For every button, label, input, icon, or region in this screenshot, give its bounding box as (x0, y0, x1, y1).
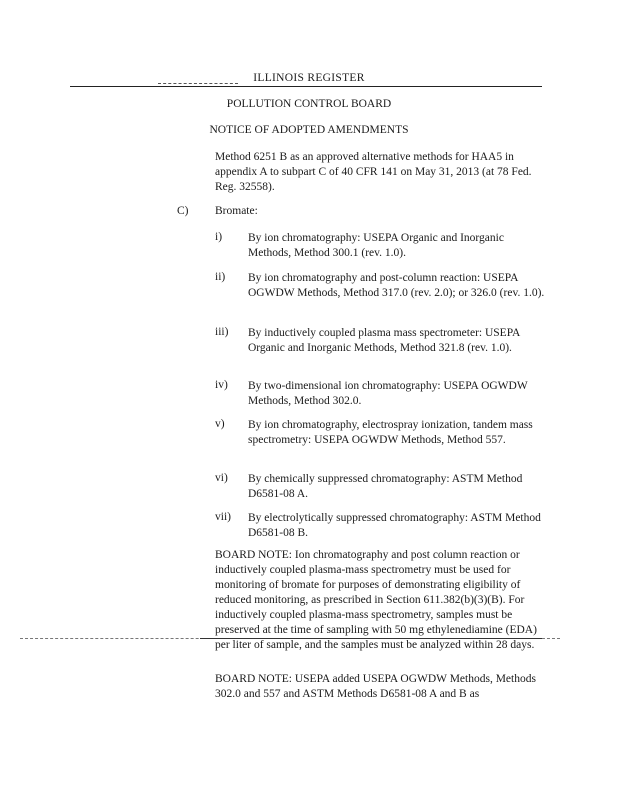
item-text: By electrolytically suppressed chromatography: ASTM Method D6581-08 B. (248, 512, 541, 539)
item-text: By inductively coupled plasma mass spectrometer: USEPA Organic and Inorganic Methods, Method 321.8 (rev. 1.0). (248, 327, 520, 354)
strikethrough-line (200, 638, 542, 639)
section-title: Bromate: (215, 205, 258, 217)
board-title: POLLUTION CONTROL BOARD (226, 98, 392, 110)
item-number: vii) (215, 511, 231, 523)
item-number: iv) (215, 379, 228, 391)
item-number: iii) (215, 326, 229, 338)
item-text: By chemically suppressed chromatography: ASTM Method D6581-08 A. (248, 473, 523, 500)
item-number: ii) (215, 271, 226, 283)
item-number: i) (215, 231, 223, 243)
item-text: By ion chromatography: USEPA Organic and Inorganic Methods, Method 300.1 (rev. 1.0). (248, 232, 504, 259)
item-text: By two-dimensional ion chromatography: USEPA OGWDW Methods, Method 302.0. (248, 380, 528, 407)
item-text: By ion chromatography and post-column reaction: USEPA OGWDW Methods, Method 317.0 (rev. 2.0); or 326.0 (rev. 1.0). (248, 272, 545, 299)
item-number: vi) (215, 472, 228, 484)
header-rule (70, 86, 542, 87)
board-note-2: BOARD NOTE: USEPA added USEPA OGWDW Methods, Methods 302.0 and 557 and ASTM Methods D6581-08 A and B as (215, 673, 536, 700)
item-number: v) (215, 418, 225, 430)
register-title: ILLINOIS REGISTER (253, 72, 365, 84)
intro-paragraph: Method 6251 B as an approved alternative methods for HAA5 in appendix A to subpart C of 40 CFR 141 on May 31, 2013 (at 78 Fed. Reg. 32558). (215, 151, 532, 193)
notice-title: NOTICE OF ADOPTED AMENDMENTS (209, 124, 409, 136)
section-label: C) (177, 205, 189, 217)
board-note-1: BOARD NOTE: Ion chromatography and post column reaction or inductively coupled plasma-mass spectrometry must be used for monitoring of bromate for purposes of demonstrating eligibility of reduced monitoring, as prescribed in Section 611.382(b)(3)(B). For inductively coupled plasma-mass spectrometry, samples must be preserved at the time of sampling with 50 mg ethylenediamine (EDA) per liter of sample, and the samples must be analyzed within 28 days. (215, 549, 537, 651)
item-text: By ion chromatography, electrospray ionization, tandem mass spectrometry: USEPA OGWDW Methods, Method 557. (248, 419, 533, 446)
